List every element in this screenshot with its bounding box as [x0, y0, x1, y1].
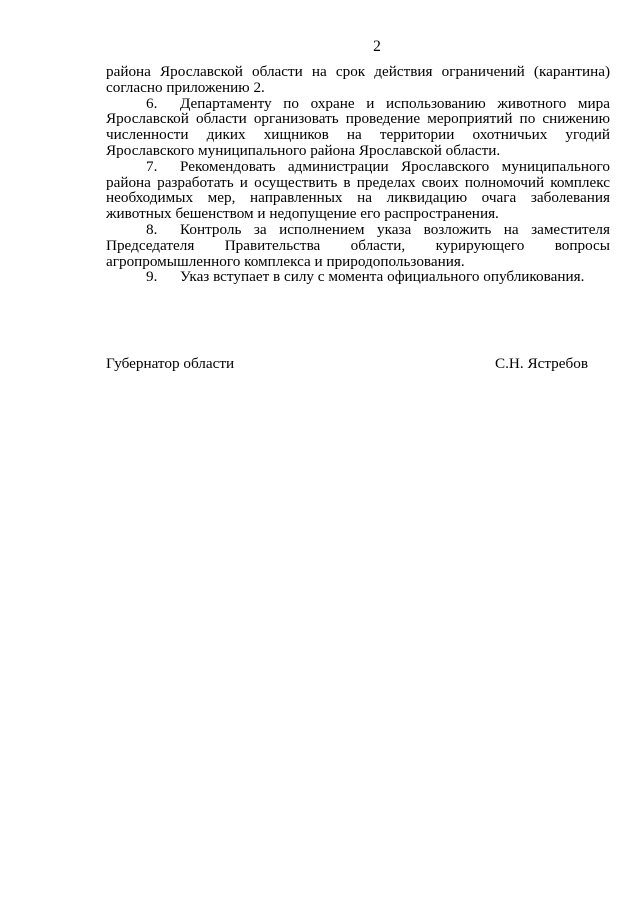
- item-number: 8.: [146, 220, 158, 238]
- signatory-position: Губернатор области: [106, 355, 235, 372]
- item-number: 7.: [146, 157, 158, 175]
- paragraph-continuation: района Ярославской области на срок действия ограничений (карантина) согласно приложению 2.: [106, 63, 610, 96]
- paragraph-item-7: [106, 159, 610, 222]
- signatory-name: С.Н. Ястребов: [494, 355, 588, 372]
- item-text: Рекомендовать администрации Ярославского муниципального района разработать и осуществить в пределах своих полномочий комплекс необходимых мер, направленных на ликвидацию очага заболевания животных бешенством и недопущение его распространения.: [106, 157, 610, 223]
- page-number: 2: [373, 38, 381, 55]
- paragraph-item-6: [106, 96, 610, 159]
- item-number: 6.: [146, 94, 158, 112]
- signature-block: [106, 355, 588, 373]
- document-body: [106, 64, 610, 285]
- item-number: 9.: [146, 268, 158, 286]
- paragraph-item-9: [106, 269, 610, 285]
- item-text: Контроль за исполнением указа возложить на заместителя Председателя Правительства области, курирующего вопросы агропромышленного комплекса и природопользования.: [106, 220, 610, 270]
- item-text: Указ вступает в силу с момента официального опубликования.: [180, 268, 585, 286]
- paragraph-item-8: [106, 222, 610, 269]
- item-text: Департаменту по охране и использованию животного мира Ярославской области организовать проведение мероприятий по снижению численности диких хищников на территории охотничьих угодий Ярославского муниципального района Ярославской области.: [106, 94, 610, 159]
